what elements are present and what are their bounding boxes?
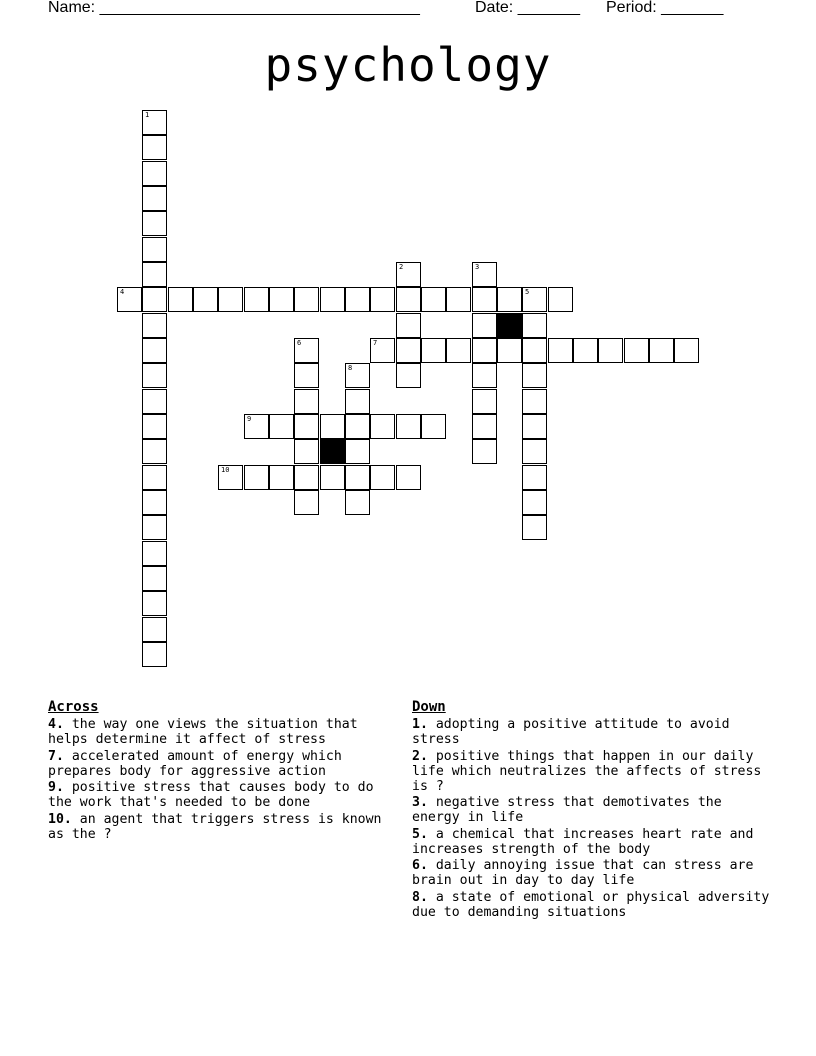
grid-cell[interactable] [396,414,421,439]
grid-cell[interactable] [142,363,167,388]
grid-cell[interactable] [142,541,167,566]
grid-cell[interactable] [294,389,319,414]
clue-across-9: 9. positive stress that causes body to do the work that's needed to be done [48,780,374,810]
grid-cell[interactable] [522,363,547,388]
clue-number: 3 [475,263,480,271]
grid-cell[interactable] [396,338,421,363]
grid-cell[interactable] [244,414,269,439]
grid-cell[interactable] [421,414,446,439]
clue-number: 7 [373,339,378,347]
grid-cell[interactable] [522,515,547,540]
grid-cell[interactable] [345,465,370,490]
grid-cell[interactable] [649,338,674,363]
grid-cell[interactable] [142,591,167,616]
clue-number: 1 [145,111,150,119]
grid-cell[interactable] [294,338,319,363]
grid-cell[interactable] [320,414,345,439]
grid-cell[interactable] [370,414,395,439]
name-field[interactable]: Name: ____________________________________ [48,0,420,16]
clue-down-3: 3. negative stress that demotivates the energy in life [412,795,722,825]
grid-cell[interactable] [522,414,547,439]
grid-cell[interactable] [472,414,497,439]
grid-cell[interactable] [294,363,319,388]
grid-cell[interactable] [142,186,167,211]
grid-cell[interactable] [345,490,370,515]
grid-cell[interactable] [472,313,497,338]
grid-cell[interactable] [142,110,167,135]
grid-cell[interactable] [522,465,547,490]
grid-cell[interactable] [142,262,167,287]
grid-cell[interactable] [294,287,319,312]
clue-down-6: 6. daily annoying issue that can stress are brain out in day to day life [412,858,754,888]
grid-cell[interactable] [472,389,497,414]
period-field[interactable]: Period: _______ [606,0,724,16]
grid-cell[interactable] [244,465,269,490]
grid-cell[interactable] [142,313,167,338]
grid-cell[interactable] [294,490,319,515]
grid-cell[interactable] [269,465,294,490]
grid-cell[interactable] [624,338,649,363]
grid-cell[interactable] [598,338,623,363]
grid-cell[interactable] [396,262,421,287]
grid-cell[interactable] [142,389,167,414]
grid-cell[interactable] [320,287,345,312]
grid-cell[interactable] [244,287,269,312]
clue-down-5: 5. a chemical that increases heart rate and increases strength of the body [412,826,754,857]
clue-number: 8 [348,364,353,372]
grid-cell[interactable] [142,617,167,642]
grid-cell[interactable] [269,414,294,439]
grid-cell[interactable] [345,439,370,464]
grid-cell[interactable] [218,287,243,312]
grid-cell[interactable] [396,287,421,312]
grid-cell[interactable] [294,465,319,490]
grid-cell[interactable] [345,363,370,388]
grid-cell[interactable] [446,338,471,363]
puzzle-title: psychology [264,38,552,92]
grid-cell[interactable] [142,211,167,236]
clue-down-8: 8. a state of emotional or physical adversity due to demanding situations [412,889,770,920]
clue-down-1: 1. adopting a positive attitude to avoid stress [412,717,730,747]
grid-cell[interactable] [522,490,547,515]
across-clues [48,700,398,843]
grid-cell[interactable] [522,313,547,338]
grid-cell[interactable] [218,465,243,490]
grid-cell[interactable] [193,287,218,312]
grid-cell[interactable] [142,237,167,262]
grid-cell[interactable] [472,338,497,363]
grid-cell[interactable] [142,515,167,540]
grid-cell[interactable] [345,287,370,312]
clue-across-4: 4. the way one views the situation that helps determine it affect of stress [48,717,358,747]
grid-cell[interactable] [142,439,167,464]
down-heading: Down [412,699,446,715]
grid-cell[interactable] [370,465,395,490]
grid-cell[interactable] [142,465,167,490]
grid-cell[interactable] [168,287,193,312]
grid-cell[interactable] [370,338,395,363]
grid-cell[interactable] [548,338,573,363]
black-square [497,313,522,338]
grid-cell[interactable] [345,414,370,439]
grid-cell[interactable] [142,414,167,439]
grid-cell[interactable] [522,287,547,312]
grid-cell[interactable] [142,161,167,186]
clue-across-7: 7. accelerated amount of energy which prepares body for aggressive action [48,748,342,779]
grid-cell[interactable] [142,135,167,160]
grid-cell[interactable] [522,439,547,464]
grid-cell[interactable] [345,389,370,414]
grid-cell[interactable] [497,287,522,312]
grid-cell[interactable] [446,287,471,312]
grid-cell[interactable] [421,338,446,363]
clue-number: 4 [120,288,125,296]
grid-cell[interactable] [472,439,497,464]
grid-cell[interactable] [396,363,421,388]
grid-cell[interactable] [472,262,497,287]
grid-cell[interactable] [294,414,319,439]
grid-cell[interactable] [370,287,395,312]
clue-number: 10 [221,466,230,474]
grid-cell[interactable] [142,287,167,312]
clue-down-2: 2. positive things that happen in our daily life which neutralizes the affects of stress is ? [412,748,762,794]
grid-cell[interactable] [142,338,167,363]
clue-number: 5 [525,288,530,296]
clue-number: 2 [399,263,404,271]
clue-across-10: 10. an agent that triggers stress is known as the ? [48,811,382,842]
grid-cell[interactable] [142,566,167,591]
clue-number: 6 [297,339,302,347]
grid-cell[interactable] [421,287,446,312]
grid-cell[interactable] [472,287,497,312]
grid-cell[interactable] [294,439,319,464]
across-heading: Across [48,699,99,715]
grid-cell[interactable] [269,287,294,312]
grid-cell[interactable] [522,389,547,414]
grid-cell[interactable] [674,338,699,363]
down-clues [412,700,772,921]
grid-cell[interactable] [522,338,547,363]
grid-cell[interactable] [117,287,142,312]
grid-cell[interactable] [548,287,573,312]
black-square [320,439,345,464]
date-field[interactable]: Date: _______ [475,0,580,16]
grid-cell[interactable] [396,313,421,338]
grid-cell[interactable] [142,490,167,515]
grid-cell[interactable] [472,363,497,388]
grid-cell[interactable] [142,642,167,667]
grid-cell[interactable] [497,338,522,363]
grid-cell[interactable] [396,465,421,490]
grid-cell[interactable] [573,338,598,363]
grid-cell[interactable] [320,465,345,490]
clue-number: 9 [247,415,252,423]
